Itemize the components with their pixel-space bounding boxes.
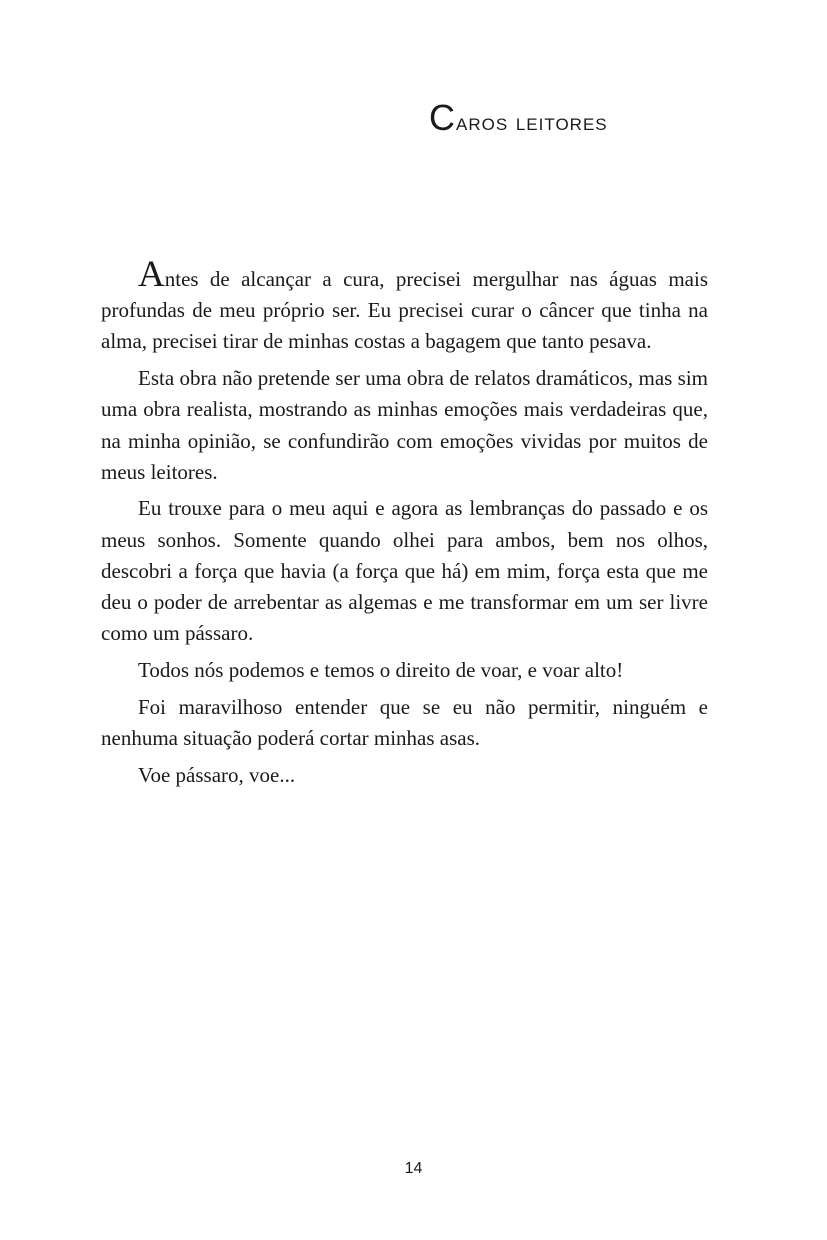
paragraph-3: Eu trouxe para o meu aqui e agora as lembranças do passado e os meus sonhos. Somente quando olhei para ambos, bem nos olhos, descobri a força que havia (a força que há) em mim, força esta que me deu o poder de arrebentar as algemas e me transformar em um ser livre como um pássaro. bbox=[101, 496, 708, 646]
chapter-title bbox=[429, 98, 729, 143]
chapter-title-rest: aros leitores bbox=[456, 109, 608, 136]
paragraph-5: Foi maravilhoso entender que se eu não permitir, ninguém e nenhuma situação poderá cortar minhas asas. bbox=[101, 694, 708, 750]
paragraph-4: Todos nós podemos e temos o direito de voar, e voar alto! bbox=[138, 657, 624, 682]
chapter-body bbox=[101, 254, 708, 796]
paragraph-6: Voe pássaro, voe... bbox=[138, 762, 296, 787]
paragraph-2: Esta obra não pretende ser uma obra de relatos dramáticos, mas sim uma obra realista, mostrando as minhas emoções mais verdadeiras que, na minha opinião, se confundirão com emoções vividas por muitos de meus leitores. bbox=[101, 366, 708, 484]
drop-initial: A bbox=[138, 254, 165, 295]
paragraph-1-text: ntes de alcançar a cura, precisei mergulhar nas águas mais profundas de meu próprio ser. Eu precisei curar o câncer que tinha na alma, precisei tirar de minhas costas a bagagem que tanto pesava. bbox=[101, 267, 708, 354]
chapter-title-initial: C bbox=[429, 97, 456, 138]
page-number: 14 bbox=[404, 1160, 423, 1177]
paragraph-1 bbox=[101, 254, 708, 358]
